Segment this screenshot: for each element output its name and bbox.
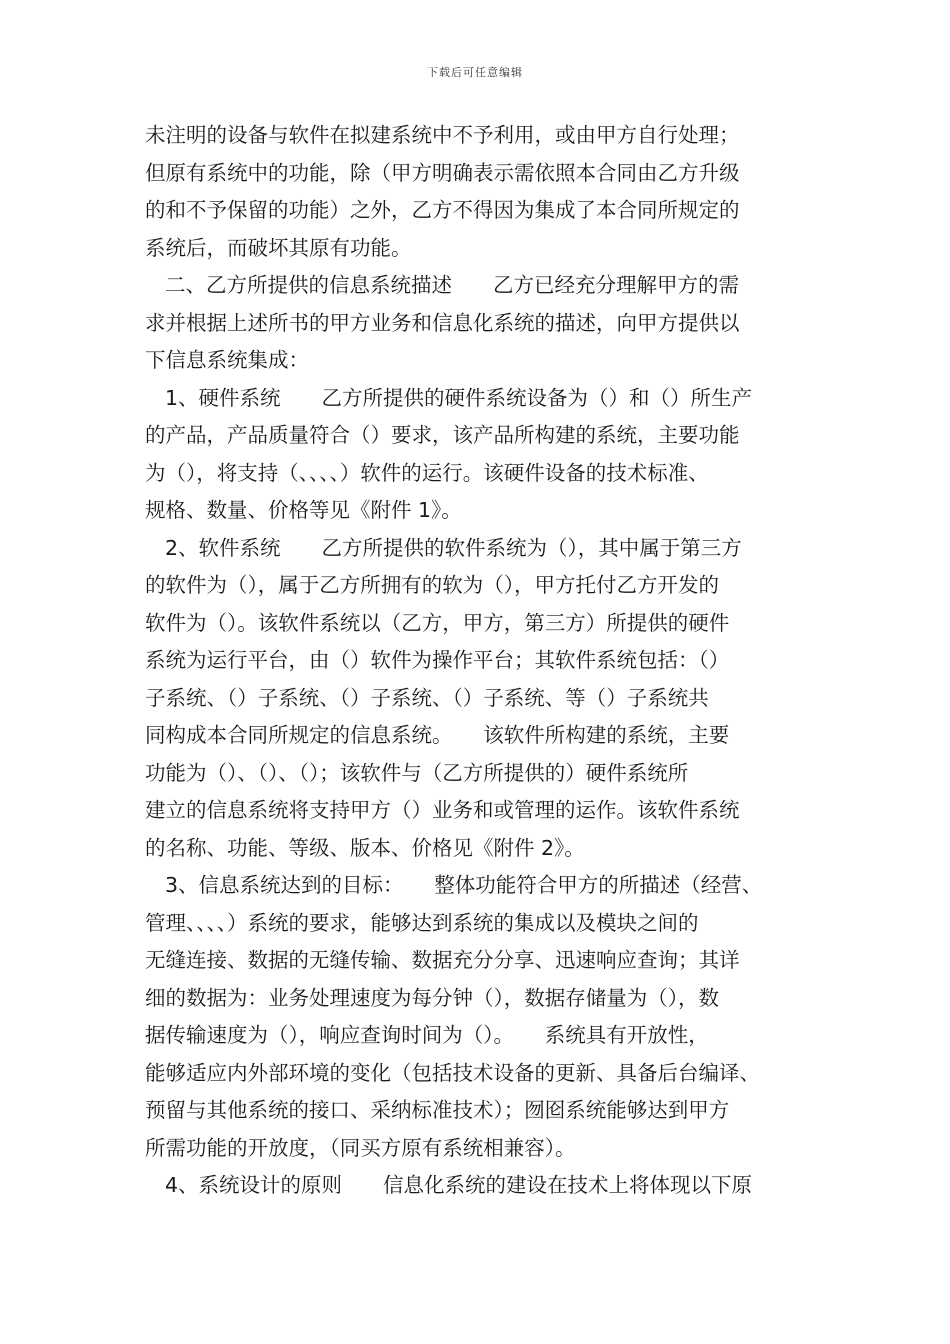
text-line: 同构成本合同所规定的信息系统。 该软件所构建的系统，主要 [145,723,730,747]
text-line: 规格、数量、价格等见《附件 1》。 [145,498,462,522]
text-line: 的产品，产品质量符合（）要求，该产品所构建的系统，主要功能 [145,423,740,447]
text-line: 的和不予保留的功能）之外，乙方不得因为集成了本合同所规定的 [145,198,740,222]
text-line: 下信息系统集成： [145,348,309,372]
text-line: 功能为（）、（）、（）；该软件与（乙方所提供的）硬件系统所 [145,760,689,785]
text-line: 管理、、、、）系统的要求，能够达到系统的集成以及模块之间的 [145,910,699,935]
text-line: 子系统、（）子系统、（）子系统、（）子系统、等（）子系统共 [145,685,709,710]
text-line: 为（），将支持（、、、、）软件的运行。该硬件设备的技术标准、 [145,460,709,485]
text-line: 细的数据为：业务处理速度为每分钟（），数据存储量为（），数 [145,985,719,1010]
text-line: 二、乙方所提供的信息系统描述 乙方已经充分理解甲方的需 [165,273,739,297]
text-line: 求并根据上述所书的甲方业务和信息化系统的描述，向甲方提供以 [145,310,740,335]
text-line: 所需功能的开放度，（同买方原有系统相兼容）。 [145,1135,576,1160]
page-header: 下载后可任意编辑 [427,66,523,79]
text-line: 的名称、功能、等级、版本、价格见《附件 2》。 [145,835,585,860]
text-line: 但原有系统中的功能，除（甲方明确表示需依照本合同由乙方升级 [145,160,740,185]
text-line: 3、信息系统达到的目标： 整体功能符合甲方的所描述（经营、 [165,873,763,897]
text-line: 4、系统设计的原则 信息化系统的建设在技术上将体现以下原 [165,1173,753,1197]
text-line: 无缝连接、数据的无缝传输、数据充分分享、迅速响应查询；其详 [145,948,740,972]
text-line: 系统后，而破坏其原有功能。 [145,235,412,260]
text-line: 预留与其他系统的接口、采纳标准技术）；囫囵系统能够达到甲方 [145,1098,730,1122]
text-line: 软件为（）。该软件系统以（乙方，甲方，第三方）所提供的硬件 [145,610,730,635]
text-line: 2、软件系统 乙方所提供的软件系统为（），其中属于第三方 [165,535,742,560]
text-line: 建立的信息系统将支持甲方（）业务和或管理的运作。该软件系统 [145,798,740,822]
text-line: 未注明的设备与软件在拟建系统中不予利用，或由甲方自行处理； [145,123,740,147]
text-line: 据传输速度为（），响应查询时间为（）。 系统具有开放性， [145,1023,709,1047]
text-line: 的软件为（），属于乙方所拥有的软为（），甲方托付乙方开发的 [145,573,719,597]
document-body [145,117,825,1205]
text-line: 1、硬件系统 乙方所提供的硬件系统设备为（）和（）所生产 [165,385,753,410]
text-line: 能够适应内外部环境的变化（包括技术设备的更新、具备后台编译、 [145,1060,760,1085]
text-line: 系统为运行平台，由（）软件为操作平台；其软件系统包括：（） [145,648,730,672]
